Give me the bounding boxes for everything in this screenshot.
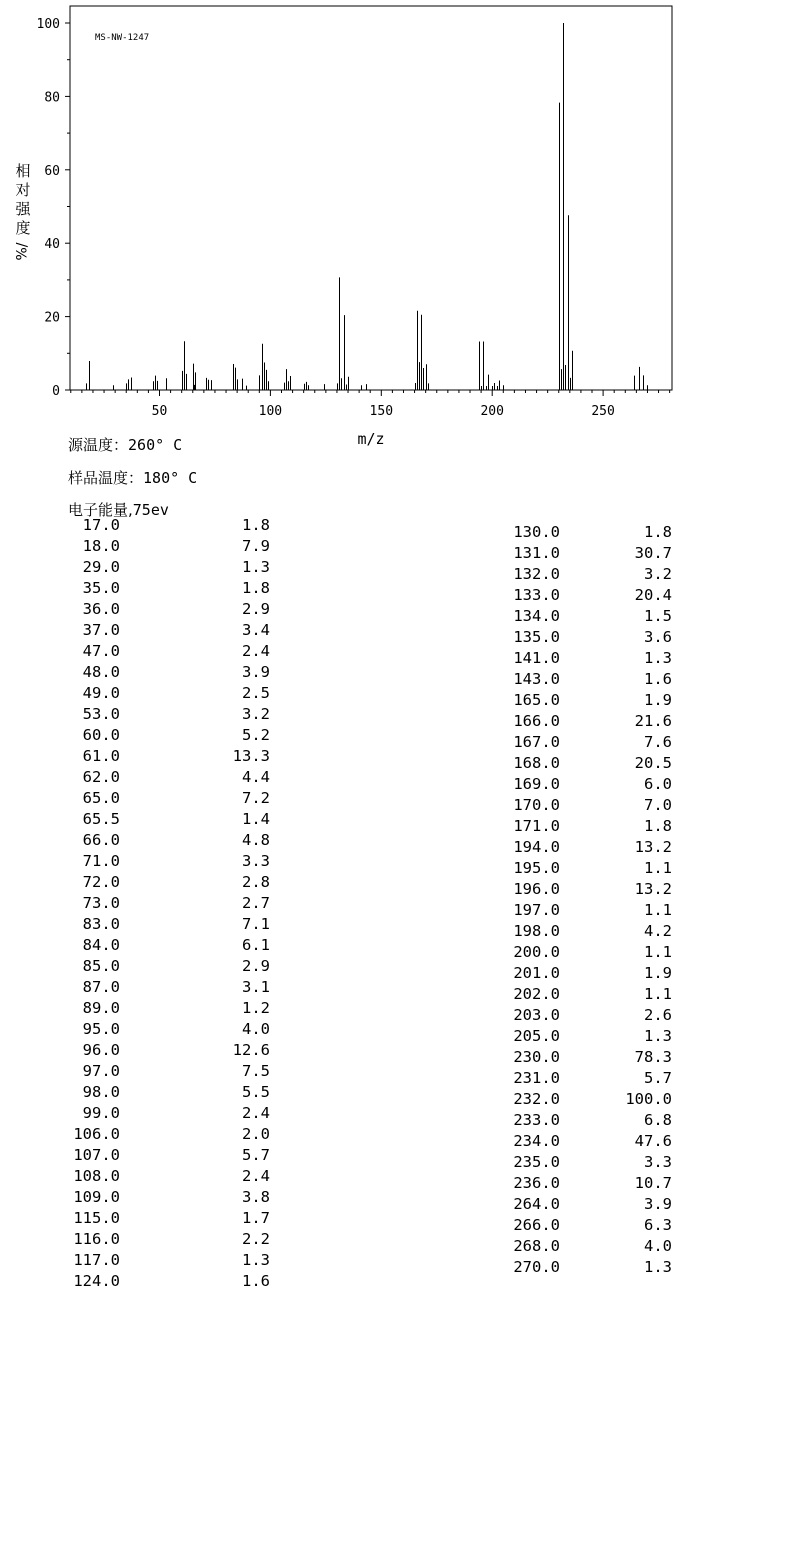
peak-intensity: 2.8 (242, 873, 270, 891)
peak-intensity: 1.3 (644, 1258, 672, 1276)
peak-mz: 194.0 (513, 838, 560, 856)
peak-mz: 99.0 (82, 1104, 120, 1122)
mass-spectrum-chart (0, 0, 794, 460)
peak-intensity: 1.6 (242, 1272, 270, 1290)
peak-mz: 165.0 (513, 691, 560, 709)
peak-intensity: 2.4 (242, 642, 270, 660)
peak-intensity: 47.6 (634, 1132, 672, 1150)
peak-intensity: 3.3 (644, 1153, 672, 1171)
peak-intensity: 4.0 (242, 1020, 270, 1038)
peak-mz: 65.5 (82, 810, 120, 828)
peak-mz: 29.0 (82, 558, 120, 576)
peak-intensity: 3.8 (242, 1188, 270, 1206)
peak-mz: 131.0 (513, 544, 560, 562)
peak-intensity: 100.0 (625, 1090, 672, 1108)
peak-intensity: 6.0 (644, 775, 672, 793)
peak-mz: 230.0 (513, 1048, 560, 1066)
peak-mz: 17.0 (82, 516, 120, 534)
peak-mz: 65.0 (82, 789, 120, 807)
peak-mz: 167.0 (513, 733, 560, 751)
peak-intensity: 2.9 (242, 600, 270, 618)
peak-intensity: 7.2 (242, 789, 270, 807)
peak-intensity: 1.1 (644, 943, 672, 961)
peak-intensity: 5.5 (242, 1083, 270, 1101)
peak-intensity: 13.3 (232, 747, 270, 765)
x-tick-label: 50 (151, 404, 168, 419)
peak-intensity: 12.6 (232, 1041, 270, 1059)
peak-intensity: 7.5 (242, 1062, 270, 1080)
peak-intensity: 2.9 (242, 957, 270, 975)
peak-mz: 98.0 (82, 1083, 120, 1101)
peak-mz: 197.0 (513, 901, 560, 919)
peak-mz: 72.0 (82, 873, 120, 891)
peak-mz: 36.0 (82, 600, 120, 618)
electron-energy-value: 75ev (132, 501, 169, 519)
peak-mz: 108.0 (73, 1167, 120, 1185)
y-axis-label-text: 相 对 强 度 (15, 162, 31, 237)
peak-intensity: 30.7 (634, 544, 672, 562)
peak-intensity: 4.2 (644, 922, 672, 940)
peak-intensity: 13.2 (634, 880, 672, 898)
source-temperature (68, 434, 182, 455)
peak-mz: 133.0 (513, 586, 560, 604)
peak-mz: 37.0 (82, 621, 120, 639)
peak-mz: 264.0 (513, 1195, 560, 1213)
peak-intensity: 1.9 (644, 964, 672, 982)
peak-mz: 203.0 (513, 1006, 560, 1024)
peak-intensity: 2.6 (644, 1006, 672, 1024)
peak-intensity: 5.7 (242, 1146, 270, 1164)
source-temperature-value: 260° C (128, 436, 183, 454)
peak-mz: 196.0 (513, 880, 560, 898)
peak-mz: 198.0 (513, 922, 560, 940)
peak-mz: 202.0 (513, 985, 560, 1003)
peak-intensity: 3.9 (242, 663, 270, 681)
peak-mz: 134.0 (513, 607, 560, 625)
peak-mz: 62.0 (82, 768, 120, 786)
peak-mz: 130.0 (513, 523, 560, 541)
peak-bars (87, 23, 648, 390)
peak-mz: 107.0 (73, 1146, 120, 1164)
sample-temperature-value: 180° C (143, 469, 198, 487)
peak-intensity: 2.4 (242, 1104, 270, 1122)
peak-mz: 200.0 (513, 943, 560, 961)
peak-mz: 205.0 (513, 1027, 560, 1045)
peak-intensity: 1.4 (242, 810, 270, 828)
peak-intensity: 1.9 (644, 691, 672, 709)
peak-mz: 47.0 (82, 642, 120, 660)
peak-mz: 132.0 (513, 565, 560, 583)
peak-mz: 116.0 (73, 1230, 120, 1248)
peak-intensity: 3.2 (644, 565, 672, 583)
peak-mz: 95.0 (82, 1020, 120, 1038)
peak-mz: 124.0 (73, 1272, 120, 1290)
electron-energy-label: 电子能量, (68, 501, 133, 519)
peak-intensity: 13.2 (634, 838, 672, 856)
peak-intensity: 21.6 (634, 712, 672, 730)
peak-intensity: 7.0 (644, 796, 672, 814)
peak-mz: 83.0 (82, 915, 120, 933)
peak-intensity: 1.8 (242, 516, 270, 534)
peak-intensity: 2.5 (242, 684, 270, 702)
peak-intensity: 4.8 (242, 831, 270, 849)
spectrum-code: MS-NW-1247 (95, 33, 150, 43)
x-tick-label: 200 (480, 404, 504, 419)
peak-intensity: 7.1 (242, 915, 270, 933)
peak-intensity: 3.6 (644, 628, 672, 646)
sample-temperature-label: 样品温度： (68, 469, 144, 487)
peak-mz: 168.0 (513, 754, 560, 772)
peak-intensity: 7.9 (242, 537, 270, 555)
x-tick-label: 100 (258, 404, 283, 419)
peak-intensity: 5.7 (644, 1069, 672, 1087)
peak-mz: 96.0 (82, 1041, 120, 1059)
peak-mz: 49.0 (82, 684, 120, 702)
peak-mz: 171.0 (513, 817, 560, 835)
peak-intensity: 5.2 (242, 726, 270, 744)
peak-intensity: 1.7 (242, 1209, 270, 1227)
peak-mz: 106.0 (73, 1125, 120, 1143)
peak-mz: 35.0 (82, 579, 120, 597)
peak-mz: 48.0 (82, 663, 120, 681)
peak-mz: 61.0 (82, 747, 120, 765)
peak-mz: 117.0 (73, 1251, 120, 1269)
peak-mz: 234.0 (513, 1132, 560, 1150)
peak-intensity: 6.1 (242, 936, 270, 954)
peak-intensity: 1.3 (644, 649, 672, 667)
peak-intensity: 2.2 (242, 1230, 270, 1248)
peak-intensity: 10.7 (634, 1174, 672, 1192)
y-axis-unit: %/ (14, 242, 31, 261)
peak-intensity: 3.3 (242, 852, 270, 870)
x-axis-ticks (71, 390, 670, 419)
y-tick-label: 60 (44, 163, 60, 179)
peak-intensity: 3.1 (242, 978, 270, 996)
sample-temperature (68, 467, 197, 488)
peak-mz: 60.0 (82, 726, 120, 744)
peak-mz: 233.0 (513, 1111, 560, 1129)
x-tick-label: 250 (591, 404, 615, 419)
x-axis-label: m/z (357, 430, 385, 448)
peak-intensity: 1.2 (242, 999, 270, 1017)
peak-intensity: 3.2 (242, 705, 270, 723)
y-tick-label: 0 (52, 384, 60, 399)
peak-intensity: 2.7 (242, 894, 270, 912)
peak-mz: 201.0 (513, 964, 560, 982)
peak-intensity: 1.1 (644, 985, 672, 1003)
plot-frame (70, 6, 672, 390)
peak-mz: 268.0 (513, 1237, 560, 1255)
peak-intensity: 3.9 (644, 1195, 672, 1213)
peak-intensity: 6.3 (644, 1216, 672, 1234)
peak-mz: 109.0 (73, 1188, 120, 1206)
peak-intensity: 3.4 (242, 621, 270, 639)
peak-mz: 135.0 (513, 628, 560, 646)
peak-mz: 84.0 (82, 936, 120, 954)
peak-mz: 73.0 (82, 894, 120, 912)
peak-intensity: 4.4 (242, 768, 270, 786)
peak-intensity: 20.4 (634, 586, 672, 604)
peak-mz: 89.0 (82, 999, 120, 1017)
x-tick-label: 150 (369, 404, 394, 419)
peak-intensity: 1.6 (644, 670, 672, 688)
y-axis-ticks (37, 17, 70, 399)
peak-mz: 141.0 (513, 649, 560, 667)
peak-intensity: 2.0 (242, 1125, 270, 1143)
peak-mz: 266.0 (513, 1216, 560, 1234)
peak-intensity: 6.8 (644, 1111, 672, 1129)
y-tick-label: 80 (44, 90, 60, 106)
peak-intensity: 20.5 (634, 754, 672, 772)
peak-intensity: 1.3 (242, 1251, 270, 1269)
peak-intensity: 4.0 (644, 1237, 672, 1255)
peak-intensity: 2.4 (242, 1167, 270, 1185)
peak-intensity: 1.8 (644, 817, 672, 835)
peak-intensity: 1.5 (644, 607, 672, 625)
peak-mz: 270.0 (513, 1258, 560, 1276)
peak-intensity: 1.3 (242, 558, 270, 576)
peak-intensity: 1.8 (644, 523, 672, 541)
peak-mz: 87.0 (82, 978, 120, 996)
peak-mz: 18.0 (82, 537, 120, 555)
peak-intensity: 1.3 (644, 1027, 672, 1045)
source-temperature-label: 源温度： (68, 436, 129, 454)
peak-intensity: 7.6 (644, 733, 672, 751)
peak-mz: 143.0 (513, 670, 560, 688)
peak-mz: 169.0 (513, 775, 560, 793)
peak-mz: 231.0 (513, 1069, 560, 1087)
peak-intensity: 1.1 (644, 901, 672, 919)
peak-intensity: 1.8 (242, 579, 270, 597)
peak-mz: 170.0 (513, 796, 560, 814)
peak-intensity: 1.1 (644, 859, 672, 877)
peak-mz: 66.0 (82, 831, 120, 849)
peak-mz: 166.0 (513, 712, 560, 730)
peak-mz: 97.0 (82, 1062, 120, 1080)
y-tick-label: 40 (44, 237, 60, 253)
peak-intensity: 78.3 (634, 1048, 672, 1066)
peak-mz: 195.0 (513, 859, 560, 877)
peak-mz: 232.0 (513, 1090, 560, 1108)
peak-mz: 85.0 (82, 957, 120, 975)
y-tick-label: 100 (36, 17, 60, 32)
peak-mz: 53.0 (82, 705, 120, 723)
peak-mz: 115.0 (73, 1209, 120, 1227)
y-axis-label (12, 162, 34, 261)
peak-mz: 235.0 (513, 1153, 560, 1171)
peak-mz: 71.0 (82, 852, 120, 870)
y-tick-label: 20 (44, 310, 60, 326)
peak-mz: 236.0 (513, 1174, 560, 1192)
